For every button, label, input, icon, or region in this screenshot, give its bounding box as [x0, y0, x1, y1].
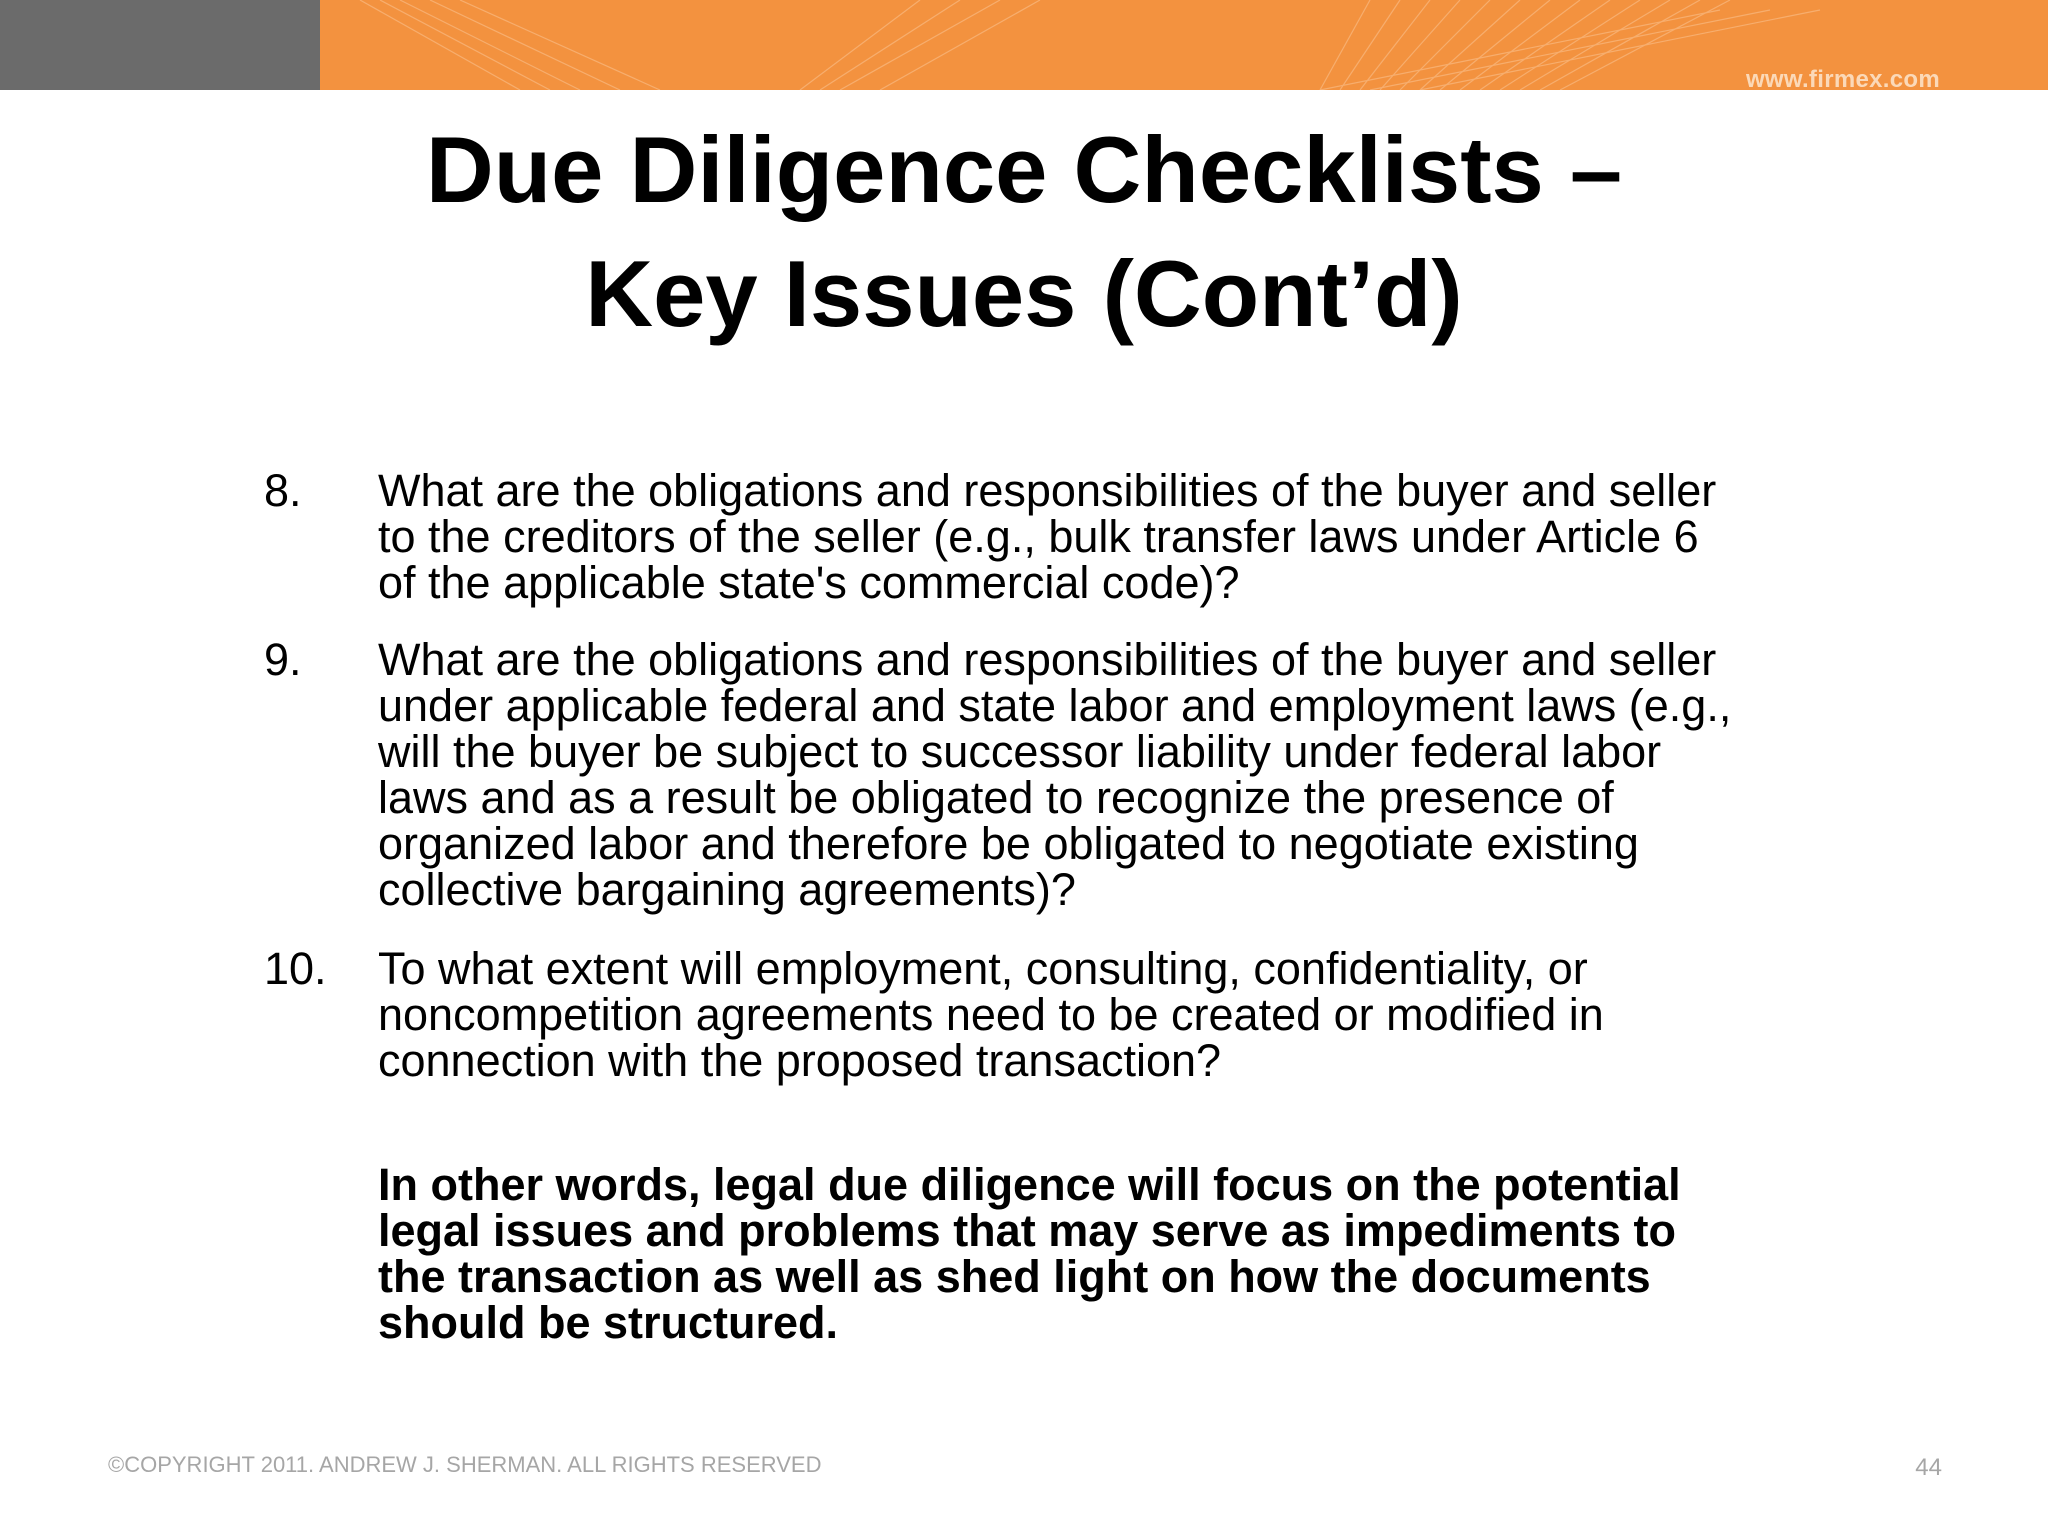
- website-url: www.firmex.com: [1745, 66, 1940, 90]
- footer-copyright: ©COPYRIGHT 2011. ANDREW J. SHERMAN. ALL RIGHTS RESERVED: [108, 1452, 822, 1477]
- list-item-text: To what extent will employment, consulting, confidentiality, or noncompetition agreements need to be created or modified in connection with the proposed transaction?: [378, 943, 1604, 1086]
- slide-title-line-1: Due Diligence Checklists –: [425, 117, 1623, 222]
- list-item-number: 9.: [264, 634, 302, 685]
- list-item-number: 8.: [264, 465, 302, 516]
- page-number: 44: [1915, 1454, 1942, 1481]
- summary-paragraph: In other words, legal due diligence will focus on the potential legal issues and problems that may serve as impediments to the transaction as well as shed light on how the documents should be structured.: [378, 1159, 1681, 1348]
- list-item-text: What are the obligations and responsibilities of the buyer and seller to the creditors of the seller (e.g., bulk transfer laws under Article 6 of the applicable state's commercial code)?: [378, 465, 1717, 608]
- slide-title-line-2: Key Issues (Cont’d): [585, 241, 1463, 346]
- list-item-text: What are the obligations and responsibilities of the buyer and seller under applicable federal and state labor and employment laws (e.g., will the buyer be subject to successor liability under federal labor laws and as a result be obligated to recognize the presence of organized labor and therefore be obligated to negotiate existing collective bargaining agreements)?: [378, 634, 1732, 915]
- list-item-number: 10.: [264, 943, 327, 994]
